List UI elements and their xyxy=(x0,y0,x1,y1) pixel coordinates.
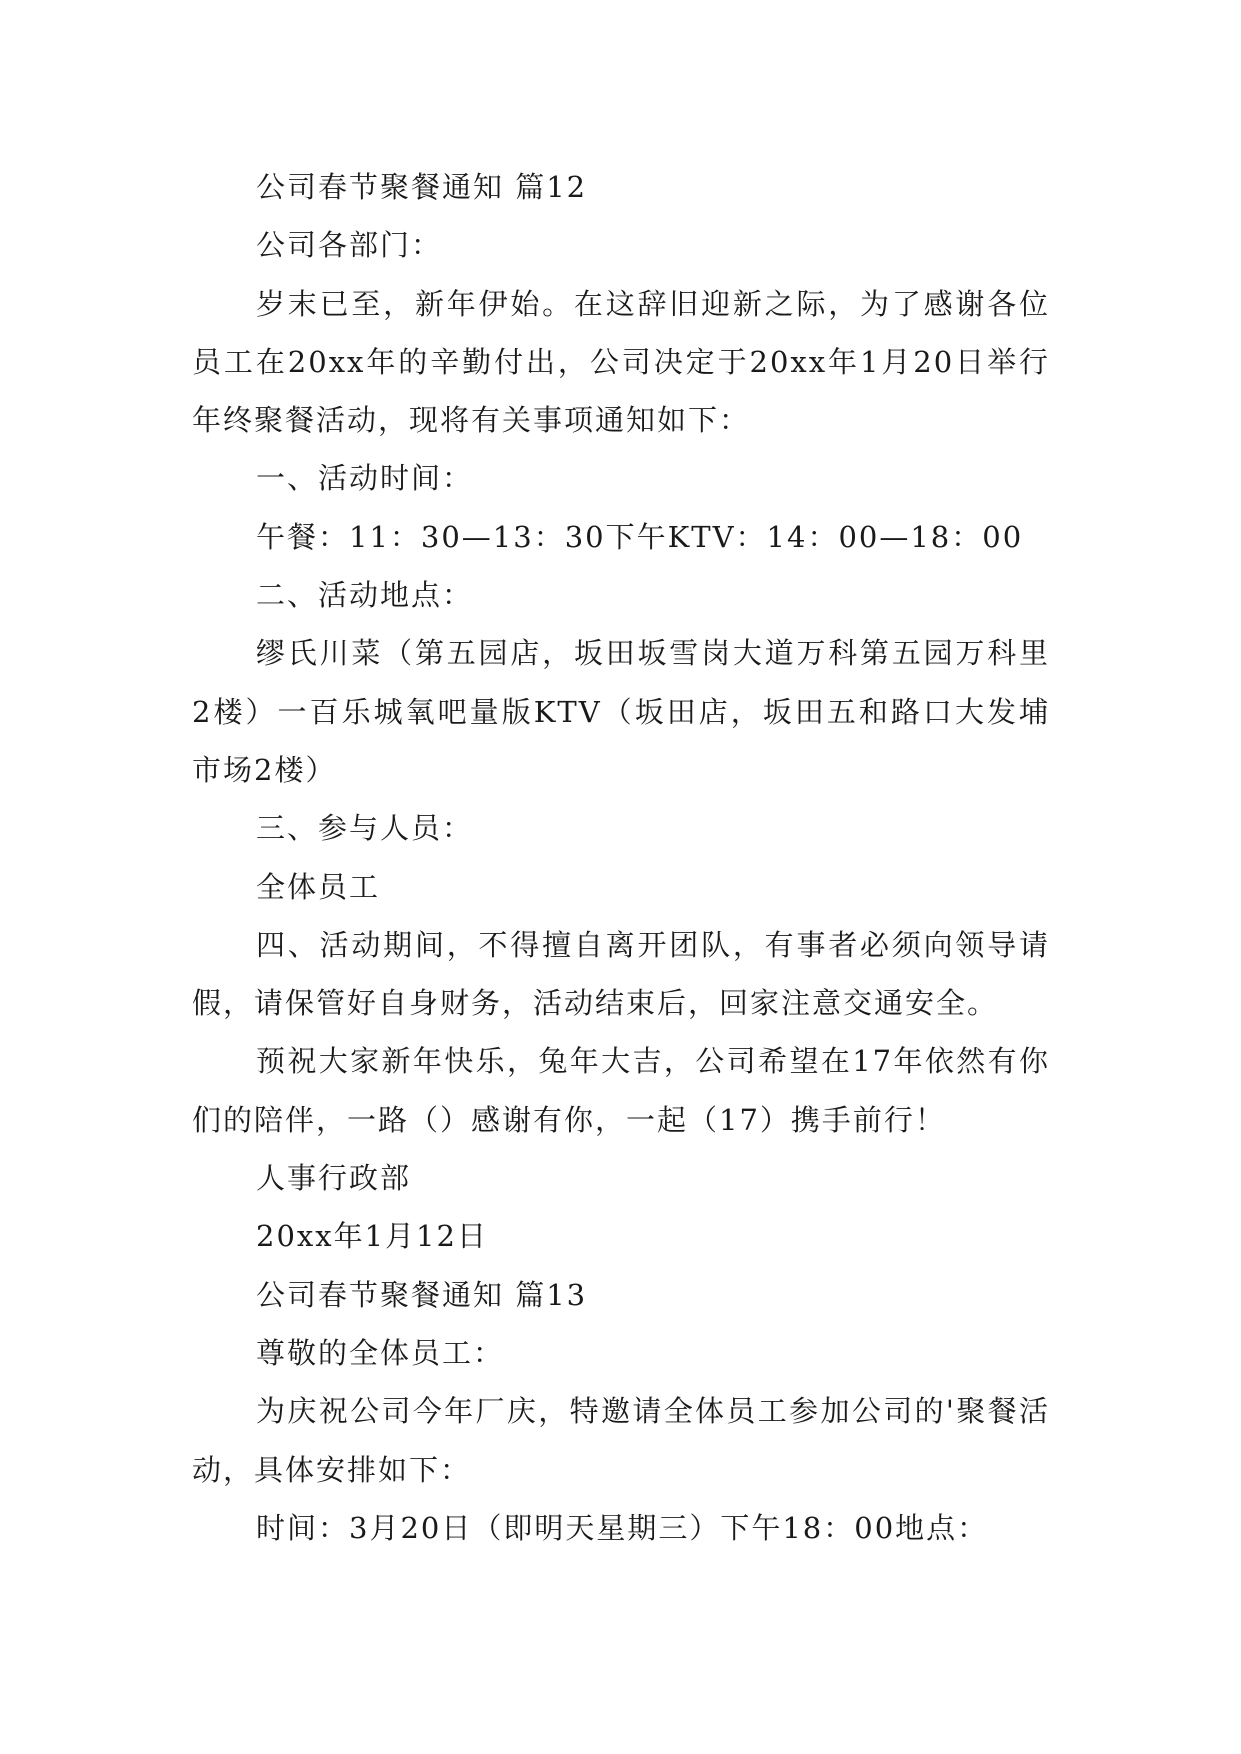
salutation-departments: 公司各部门： xyxy=(256,228,443,263)
invitation-paragraph: 为庆祝公司今年厂庆，特邀请全体员工参加公司的'聚餐活动，具体安排如下： xyxy=(192,1394,1050,1487)
signature-date: 20xx年1月12日 xyxy=(256,1219,488,1254)
section-title-13: 公司春节聚餐通知 篇13 xyxy=(256,1277,588,1312)
rules-paragraph: 四、活动期间，不得擅自离开团队，有事者必须向领导请假，请保管好自身财务，活动结束后，回家注意交通安全。 xyxy=(192,927,1050,1021)
time-location-line: 时间：3月20日（即明天星期三）下午18：00地点： xyxy=(256,1510,989,1545)
salutation-all-staff: 尊敬的全体员工： xyxy=(256,1335,505,1370)
document-body xyxy=(192,158,1050,1557)
signature-department: 人事行政部 xyxy=(256,1161,412,1196)
heading-activity-time: 一、活动时间： xyxy=(256,461,474,496)
intro-paragraph: 岁末已至，新年伊始。在这辞旧迎新之际，为了感谢各位员工在20xx年的辛勤付出，公司决定于20xx年1月20日举行年终聚餐活动，现将有关事项通知如下： xyxy=(192,286,1050,438)
section-title-12: 公司春节聚餐通知 篇12 xyxy=(256,170,588,204)
participants-detail: 全体员工 xyxy=(256,869,381,904)
activity-location-detail: 缪氏川菜（第五园店，坂田坂雪岗大道万科第五园万科里2楼）一百乐城氧吧量版KTV（坂田店，坂田五和路口大发埔市场2楼） xyxy=(192,636,1050,787)
heading-activity-location: 二、活动地点： xyxy=(256,578,474,613)
heading-participants: 三、参与人员： xyxy=(256,811,474,846)
activity-time-detail: 午餐：11：30—13：30下午KTV：14：00—18：00 xyxy=(256,519,1024,554)
wishes-paragraph: 预祝大家新年快乐，兔年大吉，公司希望在17年依然有你们的陪伴，一路（）感谢有你，一起（17）携手前行！ xyxy=(192,1044,1050,1137)
